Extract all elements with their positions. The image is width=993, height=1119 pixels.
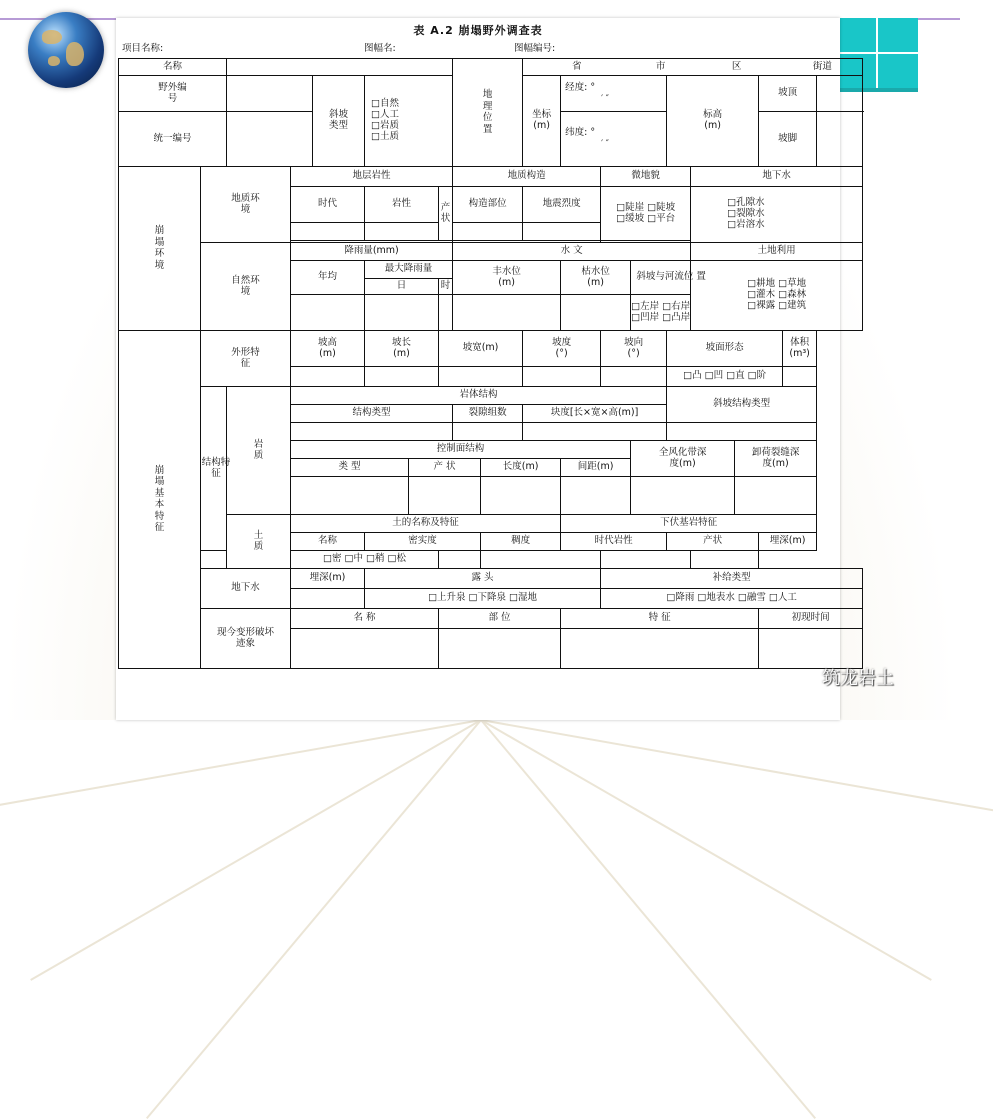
watermark-text: 筑龙岩土 <box>822 668 894 689</box>
groundwater-label: 地下水 <box>201 569 291 609</box>
land-option[interactable]: □建筑 <box>778 299 807 311</box>
recharge-label: 补给类型 <box>601 569 863 589</box>
bed-attitude-value <box>601 551 691 569</box>
river-option[interactable]: □右岸 <box>662 300 691 312</box>
name-value <box>227 59 453 76</box>
foot-value <box>817 112 863 167</box>
groundwater-header: 地下水 <box>691 167 863 187</box>
lithology-label: 岩性 <box>365 187 439 223</box>
gw-option[interactable]: □裂隙水 <box>727 208 765 220</box>
land-option[interactable]: □裸露 <box>747 299 776 311</box>
slope-option[interactable]: □自然 <box>371 98 399 110</box>
slope-width-label: 坡宽(m) <box>439 331 523 367</box>
river-option[interactable]: □凹岸 <box>631 311 660 323</box>
weathering-value <box>631 477 735 515</box>
phenomena-time-header: 初现时间 <box>759 609 863 629</box>
micro-landform-header: 微地貌 <box>601 167 691 187</box>
map-name-label: 图幅名: <box>364 43 396 54</box>
elevation-label: 标高(m) <box>667 76 759 167</box>
rainfall-header: 降雨量(mm) <box>291 243 453 261</box>
land-option[interactable]: □耕地 <box>747 278 776 290</box>
strata-header: 地层岩性 <box>291 167 453 187</box>
cp-attitude-value <box>409 477 481 515</box>
weathering-label: 全风化带深度(m) <box>631 441 735 477</box>
length-value <box>481 477 561 515</box>
volume-label: 体积(m³) <box>783 331 817 367</box>
basic-features-label: 崩塌基本特征 <box>119 331 201 669</box>
unified-no-label: 统一编号 <box>119 112 227 167</box>
joint-sets-value <box>453 423 523 441</box>
soil-name-value <box>201 551 291 569</box>
slope-aspect-value <box>601 367 667 387</box>
bed-attitude-label: 产状 <box>667 533 759 551</box>
rock-structure-header: 岩体结构 <box>291 387 667 405</box>
day-label: 日 <box>365 279 439 295</box>
slope-type-label: 斜坡类型 <box>313 76 365 167</box>
collapse-env-label: 崩塌环境 <box>119 167 201 331</box>
cp-attitude-label: 产 状 <box>409 459 481 477</box>
river-option[interactable]: □左岸 <box>631 300 660 312</box>
day-value <box>365 295 439 331</box>
seismic-label: 地震烈度 <box>523 187 601 223</box>
coord-label: 坐标(m) <box>523 76 561 167</box>
geo-position-label: 地理位置 <box>453 59 523 167</box>
spacing-value <box>561 477 631 515</box>
struct-type-label: 结构类型 <box>291 405 453 423</box>
type-value <box>291 477 409 515</box>
map-number-label: 图幅编号: <box>514 43 556 54</box>
landform-option[interactable]: □平台 <box>647 212 676 224</box>
hour-value <box>439 295 453 331</box>
burial-depth-label: 埋深(m) <box>759 533 817 551</box>
top-value <box>817 76 863 112</box>
landform-option[interactable]: □陡崖 <box>616 201 645 213</box>
phenomena-part-header: 部 位 <box>439 609 561 629</box>
field-no-label: 野外编号 <box>119 76 227 112</box>
era-lith-label: 时代岩性 <box>561 533 667 551</box>
block-size-value <box>523 423 667 441</box>
river-options <box>631 295 691 331</box>
street-label: 街道 <box>783 59 863 76</box>
foot-label: 坡脚 <box>759 112 817 167</box>
outcrop-label: 露 头 <box>365 569 601 589</box>
land-option[interactable]: □草地 <box>778 278 807 290</box>
burial-depth-value <box>691 551 759 569</box>
consistency-value <box>439 551 481 569</box>
slope-option[interactable]: □土质 <box>371 130 399 142</box>
profile-label: 坡面形态 <box>667 331 783 367</box>
low-water-value <box>561 295 631 331</box>
field-no-value <box>227 76 313 112</box>
fan-decoration <box>0 719 481 811</box>
hour-label: 时 <box>439 279 453 295</box>
slope-angle-label: 坡度(°) <box>523 331 601 367</box>
slope-height-label: 坡高(m) <box>291 331 365 367</box>
outcrop-options[interactable]: □上升泉 □下降泉 □湿地 <box>365 589 601 609</box>
gw-depth-value <box>291 589 365 609</box>
soil-name-label: 名称 <box>291 533 365 551</box>
city-label: 市 <box>631 59 691 76</box>
slope-length-value <box>365 367 439 387</box>
density-options[interactable]: □密 □中 □稍 □松 <box>291 551 439 569</box>
shape-features-label: 外形特征 <box>201 331 291 387</box>
spacing-label: 间距(m) <box>561 459 631 477</box>
phenomena-part-value <box>439 629 561 669</box>
province-label: 省 <box>523 59 631 76</box>
structure-header: 地质构造 <box>453 167 601 187</box>
density-label: 密实度 <box>365 533 481 551</box>
seismic-value <box>523 223 601 241</box>
name-label: 名称 <box>119 59 227 76</box>
annual-avg-label: 年均 <box>291 261 365 295</box>
attitude-label: 产状 <box>439 187 453 241</box>
phenomena-name-value <box>291 629 439 669</box>
land-option[interactable]: □灌木 <box>747 289 776 301</box>
wechat-icon <box>790 669 816 687</box>
bedrock-header: 下伏基岩特征 <box>561 515 817 533</box>
max-rain-label: 最大降雨量 <box>365 261 453 279</box>
longitude-field: 经度: ° ′ ″ <box>561 76 667 112</box>
low-water-label: 枯水位(m) <box>561 261 631 295</box>
slope-struct-type-label: 斜坡结构类型 <box>667 387 817 423</box>
slope-angle-value <box>523 367 601 387</box>
high-water-value <box>453 295 561 331</box>
slope-struct-type-value <box>667 423 817 441</box>
era-value <box>291 223 365 241</box>
slope-option[interactable]: □人工 <box>371 109 399 121</box>
soil-label: 土质 <box>227 515 291 569</box>
watermark <box>790 664 894 690</box>
joint-sets-label: 裂隙组数 <box>453 405 523 423</box>
fan-decoration <box>146 719 482 1119</box>
volume-value <box>783 367 817 387</box>
phenomena-time-value <box>759 629 863 669</box>
land-option[interactable]: □森林 <box>778 289 807 301</box>
control-plane-header: 控制面结构 <box>291 441 631 459</box>
type-label: 类 型 <box>291 459 409 477</box>
block-size-label: 块度[长×宽×高(m)] <box>523 405 667 423</box>
land-use-options <box>691 261 863 331</box>
deformation-label: 现今变形破坏迹象 <box>201 609 291 669</box>
unloading-label: 卸荷裂缝深度(m) <box>735 441 817 477</box>
land-use-header: 土地利用 <box>691 243 863 261</box>
river-option[interactable]: □凸岸 <box>662 311 691 323</box>
hydrology-header: 水 文 <box>453 243 691 261</box>
high-water-label: 丰水位(m) <box>453 261 561 295</box>
era-label: 时代 <box>291 187 365 223</box>
gw-option[interactable]: □岩溶水 <box>727 218 765 230</box>
unified-no-value <box>227 112 313 167</box>
project-name-label: 项目名称: <box>122 43 164 54</box>
recharge-options[interactable]: □降雨 □地表水 □融雪 □人工 <box>601 589 863 609</box>
struct-type-value <box>291 423 453 441</box>
landform-option[interactable]: □陡坡 <box>647 201 676 213</box>
phenomena-name-header: 名 称 <box>291 609 439 629</box>
struct-part-value <box>453 223 523 241</box>
gw-depth-label: 埋深(m) <box>291 569 365 589</box>
lithology-value <box>365 223 439 241</box>
slope-aspect-label: 坡向(°) <box>601 331 667 367</box>
structure-features-label: 结构特征 <box>201 387 227 551</box>
annual-avg-value <box>291 295 365 331</box>
consistency-label: 稠度 <box>481 533 561 551</box>
micro-landform-options <box>601 187 691 241</box>
soil-name-header: 土的名称及特征 <box>291 515 561 533</box>
top-label: 坡顶 <box>759 76 817 112</box>
length-label: 长度(m) <box>481 459 561 477</box>
survey-document <box>116 18 840 720</box>
era-lith-value <box>481 551 601 569</box>
district-label: 区 <box>691 59 783 76</box>
slope-type-options <box>365 76 453 167</box>
groundwater-options <box>691 187 863 243</box>
phenomena-feature-header: 特 征 <box>561 609 759 629</box>
rock-label: 岩质 <box>227 387 291 515</box>
survey-table <box>118 58 863 669</box>
globe-icon <box>28 12 104 88</box>
unloading-value <box>735 477 817 515</box>
slope-height-value <box>291 367 365 387</box>
fan-decoration <box>480 719 816 1119</box>
slope-option[interactable]: □岩质 <box>371 120 399 131</box>
profile-options[interactable]: □凸 □凹 □直 □阶 <box>667 367 783 387</box>
document-title: 表 A.2 崩塌野外调查表 <box>413 24 543 37</box>
landform-option[interactable]: □缓坡 <box>616 212 645 224</box>
slope-river-label: 斜坡与河流位 置 <box>631 261 691 295</box>
slope-width-value <box>439 367 523 387</box>
slope-length-label: 坡长(m) <box>365 331 439 367</box>
geology-env-label: 地质环境 <box>201 167 291 243</box>
natural-env-label: 自然环境 <box>201 243 291 331</box>
struct-part-label: 构造部位 <box>453 187 523 223</box>
latitude-field: 纬度: ° ′ ″ <box>561 112 667 167</box>
phenomena-feature-value <box>561 629 759 669</box>
gw-option[interactable]: □孔隙水 <box>727 197 765 209</box>
